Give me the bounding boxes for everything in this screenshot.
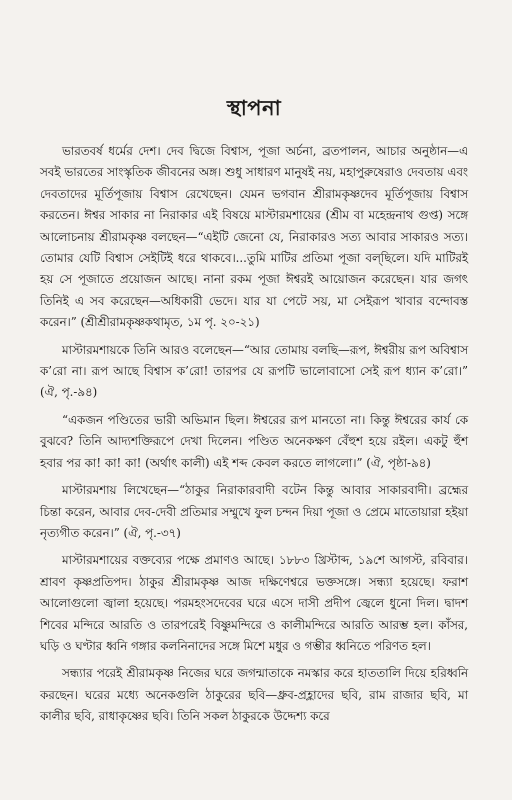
paragraph-3: “একজন পণ্ডিতের ভারী অভিমান ছিল। ঈশ্বরের রূপ মানতো না। কিন্তু ঈশ্বরের কার্য কে বুঝবে? তিনি আদ্যশক্তিরূপে দেখা দিলেন। পণ্ডিত অনেকক্ষণ বেঁহুশ হয়ে রইল। একটু হুঁশ হবার পর কা! কা! কা! (অর্থাৎ কালী) এই শব্দ কেবল করতে লাগলো।” (ঐ, পৃষ্ঠা-৯৪): [40, 412, 468, 470]
paragraph-5: মাস্টারমশায়ের বক্তব্যের পক্ষে প্রমাণও আছে। ১৮৮৩ খ্রিস্টাব্দ, ১৯শে আগস্ট, রবিবার। শ্রাবণ কৃষ্ণপ্রতিপদ। ঠাকুর শ্রীরামকৃষ্ণ আজ দক্ষিণেশ্বরে ভক্তসঙ্গে। সন্ধ্যা হয়েছে। ফরাশ আলোগুলো জ্বালা হয়েছে। পরমহংসদেবের ঘরে এসে দাসী প্রদীপ জ্বেলে ধুনো দিল। দ্বাদশ শিবের মন্দিরে আরতি ও তারপরেই বিষ্ণুমন্দিরে ও কালীমন্দিরে আরতি আরম্ভ হল। কাঁসর, ঘড়ি ও ঘণ্টার ধ্বনি গঙ্গার কলনিনাদের সঙ্গে মিশে মধুর ও গম্ভীর ধ্বনিতে পরিণত হল।: [40, 553, 468, 653]
chapter-title: স্থাপনা: [226, 95, 282, 120]
paragraph-2: মাস্টারমশায়কে তিনি আরও বলেছেন—“আর তোমায় বলছি—রূপ, ঈশ্বরীয় রূপ অবিশ্বাস ক’রো না। রূপ আছে বিশ্বাস ক’রো! তারপর যে রূপটি ভালোবাসো সেই রূপ ধ্যান ক’রো।” (ঐ, পৃ.-৯৪): [40, 342, 468, 400]
paragraph-6: সন্ধ্যার পরেই শ্রীরামকৃষ্ণ নিজের ঘরে জগন্মাতাকে নমস্কার করে হাততালি দিয়ে হরিধ্বনি করছেন। ঘরের মধ্যে অনেকগুলি ঠাকুরের ছবি—ধ্রুব-প্রহ্লাদের ছবি, রাম রাজার ছবি, মা কালীর ছবি, রাধাকৃষ্ণের ছবি। তিনি সকল ঠাকুরকে উদ্দেশ্য করে: [40, 666, 468, 724]
paragraph-4: মাস্টারমশায় লিখেছেন—“ঠাকুর নিরাকারবাদী বটেন কিন্তু আবার সাকারবাদী। ব্রহ্মের চিন্তা করেন, আবার দেব-দেবী প্রতিমার সম্মুখে ফুল চন্দন দিয়া পূজা ও প্রেমে মাতোয়ারা হইয়া নৃত্যগীত করেন।” (ঐ, পৃ.-৩৭): [40, 483, 468, 540]
paragraph-1: ভারতবর্ষ ধর্মের দেশ। দেব দ্বিজে বিশ্বাস, পূজা অর্চনা, ব্রতপালন, আচার অনুষ্ঠান—এ সবই ভারতের সাংস্কৃতিক জীবনের অঙ্গ। শুধু সাধারণ মানুষই নয়, মহাপুরুষেরাও দেবতায় এবং দেবতাদের মূর্তিপূজায় বিশ্বাস রেখেছেন। যেমন ভগবান শ্রীরামকৃষ্ণদেব মূর্তিপূজায় বিশ্বাস করতেন। ঈশ্বর সাকার না নিরাকার এই বিষয়ে মাস্টারমশায়ের (শ্রীম বা মহেন্দ্রনাথ গুপ্ত) সঙ্গে আলোচনায় শ্রীরামকৃষ্ণ বলছেন—“এইটি জেনো যে, নিরাকারও সত্য আবার সাকারও সত্য। তোমার যেটি বিশ্বাস সেইটিই ধরে থাকবে।...তুমি মাটির প্রতিমা পূজা বল্‌ছিলে। যদি মাটিরই হয় সে পূজাতে প্রয়োজন আছে। নানা রকম পূজা ঈশ্বরই আয়োজন করেছেন। যার জগৎ তিনিই এ সব করেছেন—অধিকারী ভেদে। যার যা পেটে সয়, মা সেইরূপ খাবার বন্দোবস্ত করেন।” (শ্রীশ্রীরামকৃষ্ণকথামৃত, ১ম পৃ. ২০-২১): [40, 144, 468, 330]
